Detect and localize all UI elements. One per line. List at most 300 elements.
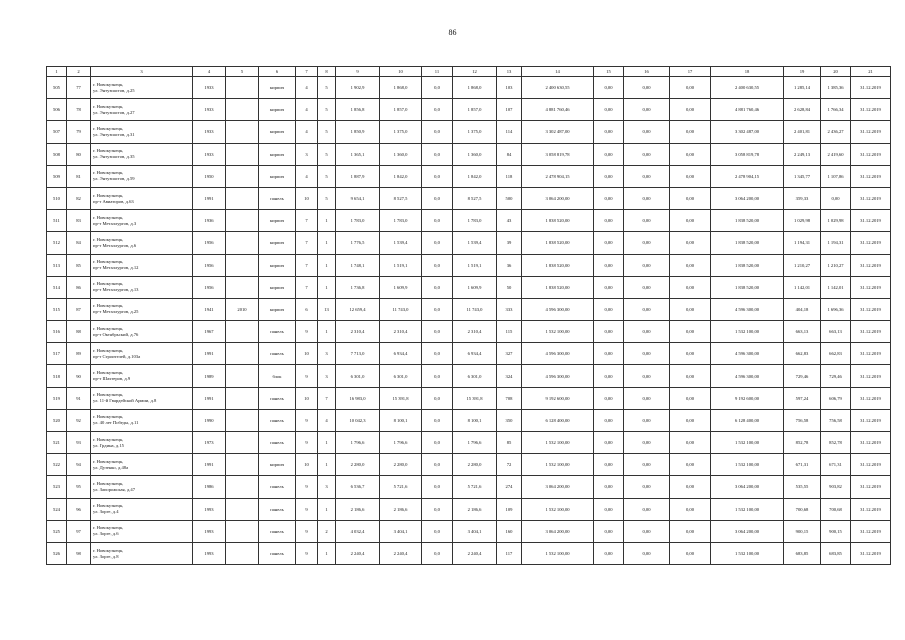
cell-col-16: 0,00	[624, 542, 670, 564]
cell-col-6: кирпич	[259, 77, 296, 99]
cell-col-1: 515	[47, 298, 67, 320]
column-header-6: 6	[259, 67, 296, 77]
cell-col-6: кирпич	[259, 210, 296, 232]
column-header-16: 16	[624, 67, 670, 77]
cell-col-7: 3	[296, 143, 318, 165]
cell-col-14: 3 302 487,00	[522, 121, 594, 143]
cell-col-1: 513	[47, 254, 67, 276]
address-city: г. Новокузнецк,	[93, 547, 124, 553]
address-cell	[91, 321, 193, 343]
cell-col-15: 0,00	[594, 232, 624, 254]
cell-col-14: 1 838 520,00	[522, 232, 594, 254]
cell-col-14: 1 838 520,00	[522, 254, 594, 276]
column-header-17: 17	[670, 67, 711, 77]
cell-col-11: 0,0	[422, 143, 453, 165]
address-city: г. Новокузнецк,	[93, 103, 124, 109]
housing-table	[46, 66, 891, 565]
column-header-8: 8	[318, 67, 336, 77]
cell-col-21: 31.12.2019	[851, 365, 891, 387]
cell-col-4: 1933	[193, 77, 226, 99]
address-street: ул. Энтузиастов, д.31	[93, 131, 135, 137]
address-city: г. Новокузнецк,	[93, 81, 124, 87]
cell-col-17: 0,00	[670, 365, 711, 387]
cell-col-10: 5 721,6	[380, 476, 422, 498]
column-header-4: 4	[193, 67, 226, 77]
address-street: ул. Энтузиастов, д.59	[93, 176, 135, 182]
cell-col-7: 7	[296, 254, 318, 276]
cell-col-18: 4 596 300,00	[711, 365, 784, 387]
cell-col-4: 1956	[193, 276, 226, 298]
cell-col-14: 1 532 100,00	[522, 498, 594, 520]
address-city: г. Новокузнецк,	[93, 259, 124, 265]
cell-col-8: 1	[318, 210, 336, 232]
cell-col-9: 1 856,8	[336, 99, 380, 121]
cell-col-10: 11 743,0	[380, 298, 422, 320]
cell-col-10: 1 783,0	[380, 210, 422, 232]
cell-col-6: кирпич	[259, 232, 296, 254]
cell-col-2: 86	[67, 276, 91, 298]
cell-col-7: 4	[296, 77, 318, 99]
address-street: ул. Энтузиастов, д.27	[93, 109, 135, 115]
address-cell	[91, 143, 193, 165]
table-row	[47, 254, 891, 276]
cell-col-2: 97	[67, 520, 91, 542]
cell-col-1: 521	[47, 432, 67, 454]
address-cell	[91, 99, 193, 121]
cell-col-2: 77	[67, 77, 91, 99]
cell-col-5	[226, 254, 259, 276]
cell-col-10: 15 391,8	[380, 387, 422, 409]
column-header-11: 11	[422, 67, 453, 77]
cell-col-4: 1933	[193, 99, 226, 121]
cell-col-9: 1 365,1	[336, 143, 380, 165]
cell-col-8: 3	[318, 365, 336, 387]
cell-col-21: 31.12.2019	[851, 210, 891, 232]
cell-col-17: 0,00	[670, 454, 711, 476]
cell-col-15: 0,00	[594, 77, 624, 99]
cell-col-7: 9	[296, 321, 318, 343]
column-header-10: 10	[380, 67, 422, 77]
cell-col-20: 903,82	[821, 476, 851, 498]
cell-col-5	[226, 520, 259, 542]
cell-col-10: 1 360,0	[380, 143, 422, 165]
cell-col-12: 1 796,6	[453, 432, 497, 454]
cell-col-21: 31.12.2019	[851, 476, 891, 498]
cell-col-10: 1 868,0	[380, 77, 422, 99]
column-header-2: 2	[67, 67, 91, 77]
cell-col-9: 6 301,0	[336, 365, 380, 387]
cell-col-11: 0,0	[422, 298, 453, 320]
cell-col-21: 31.12.2019	[851, 232, 891, 254]
cell-col-19: 2 401,81	[784, 121, 821, 143]
cell-col-10: 1 609,9	[380, 276, 422, 298]
cell-col-1: 506	[47, 99, 67, 121]
address-street: пр-т Металлургов, д.13	[93, 287, 139, 293]
cell-col-15: 0,00	[594, 542, 624, 564]
cell-col-12: 1 868,0	[453, 77, 497, 99]
cell-col-17: 0,00	[670, 254, 711, 276]
table-row	[47, 276, 891, 298]
cell-col-17: 0,00	[670, 476, 711, 498]
cell-col-18: 1 532 100,00	[711, 498, 784, 520]
cell-col-5	[226, 321, 259, 343]
cell-col-9: 2 186,6	[336, 498, 380, 520]
address-cell	[91, 165, 193, 187]
cell-col-1: 512	[47, 232, 67, 254]
cell-col-15: 0,00	[594, 321, 624, 343]
address-cell	[91, 77, 193, 99]
cell-col-21: 31.12.2019	[851, 432, 891, 454]
cell-col-13: 160	[497, 520, 522, 542]
address-cell	[91, 365, 193, 387]
cell-col-7: 9	[296, 476, 318, 498]
cell-col-4: 1993	[193, 498, 226, 520]
cell-col-14: 3 064 200,00	[522, 520, 594, 542]
cell-col-10: 1 842,0	[380, 165, 422, 187]
cell-col-16: 0,00	[624, 210, 670, 232]
cell-col-20: 671,31	[821, 454, 851, 476]
cell-col-14: 1 838 520,00	[522, 276, 594, 298]
cell-col-4: 1993	[193, 542, 226, 564]
page-number: 86	[448, 28, 457, 37]
cell-col-15: 0,00	[594, 298, 624, 320]
address-cell	[91, 232, 193, 254]
cell-col-11: 0,0	[422, 99, 453, 121]
cell-col-9: 2 280,0	[336, 454, 380, 476]
cell-col-11: 0,0	[422, 254, 453, 276]
cell-col-18: 1 838 520,00	[711, 210, 784, 232]
cell-col-1: 516	[47, 321, 67, 343]
cell-col-16: 0,00	[624, 232, 670, 254]
address-street: ул. 11-й Гвардейской Армии, д.8	[93, 398, 157, 404]
address-cell	[91, 387, 193, 409]
cell-col-20: 700,68	[821, 498, 851, 520]
column-header-20: 20	[821, 67, 851, 77]
address-cell	[91, 476, 193, 498]
cell-col-2: 80	[67, 143, 91, 165]
column-header-1: 1	[47, 67, 67, 77]
cell-col-8: 3	[318, 343, 336, 365]
address-street: пр-т Металлургов, д.12	[93, 265, 139, 271]
cell-col-12: 2 280,0	[453, 454, 497, 476]
cell-col-8: 3	[318, 476, 336, 498]
cell-col-16: 0,00	[624, 99, 670, 121]
cell-col-19: 535,55	[784, 476, 821, 498]
cell-col-14: 3 064 200,00	[522, 187, 594, 209]
cell-col-9: 1 887,9	[336, 165, 380, 187]
cell-col-5	[226, 77, 259, 99]
address-cell	[91, 409, 193, 431]
cell-col-10: 1 375,0	[380, 121, 422, 143]
address-street: ул. 40 лет Победы, д.11	[93, 420, 139, 426]
cell-col-4: 1933	[193, 143, 226, 165]
cell-col-20: 0,00	[821, 187, 851, 209]
cell-col-10: 1 796,6	[380, 432, 422, 454]
table-row	[47, 99, 891, 121]
cell-col-6: кирпич	[259, 276, 296, 298]
cell-col-14: 6 128 400,00	[522, 409, 594, 431]
cell-col-18: 1 838 520,00	[711, 276, 784, 298]
address-street: пр-т Металлургов, д.6	[93, 242, 137, 248]
cell-col-15: 0,00	[594, 165, 624, 187]
cell-col-14: 1 532 100,00	[522, 321, 594, 343]
cell-col-20: 756,58	[821, 409, 851, 431]
address-city: г. Новокузнецк,	[93, 214, 124, 220]
cell-col-5	[226, 232, 259, 254]
address-street: пр-т Металлургов, д.25	[93, 309, 139, 315]
cell-col-20: 1 766,34	[821, 99, 851, 121]
cell-col-13: 107	[497, 99, 522, 121]
cell-col-4: 1991	[193, 187, 226, 209]
cell-col-16: 0,00	[624, 121, 670, 143]
cell-col-1: 526	[47, 542, 67, 564]
cell-col-11: 0,0	[422, 498, 453, 520]
cell-col-2: 93	[67, 432, 91, 454]
cell-col-6: кирпич	[259, 99, 296, 121]
cell-col-21: 31.12.2019	[851, 387, 891, 409]
cell-col-18: 3 064 200,00	[711, 187, 784, 209]
cell-col-1: 519	[47, 387, 67, 409]
cell-col-20: 683,85	[821, 542, 851, 564]
address-cell	[91, 254, 193, 276]
cell-col-20: 2 436,27	[821, 121, 851, 143]
cell-col-12: 8 100,1	[453, 409, 497, 431]
cell-col-6: кирпич	[259, 165, 296, 187]
cell-col-11: 0,0	[422, 121, 453, 143]
cell-col-18: 4 881 760,46	[711, 99, 784, 121]
cell-col-18: 3 058 819,78	[711, 143, 784, 165]
cell-col-16: 0,00	[624, 409, 670, 431]
cell-col-10: 6 934,4	[380, 343, 422, 365]
cell-col-20: 662,83	[821, 343, 851, 365]
cell-col-18: 1 532 100,00	[711, 454, 784, 476]
cell-col-8: 2	[318, 520, 336, 542]
cell-col-21: 31.12.2019	[851, 343, 891, 365]
cell-col-20: 663,13	[821, 321, 851, 343]
cell-col-6: блок	[259, 365, 296, 387]
cell-col-12: 1 609,9	[453, 276, 497, 298]
header-row	[47, 67, 891, 77]
cell-col-8: 1	[318, 432, 336, 454]
cell-col-17: 0,00	[670, 498, 711, 520]
cell-col-8: 1	[318, 321, 336, 343]
cell-col-13: 333	[497, 298, 522, 320]
cell-col-6: кирпич	[259, 254, 296, 276]
cell-col-11: 0,0	[422, 187, 453, 209]
cell-col-8: 1	[318, 232, 336, 254]
cell-col-11: 0,0	[422, 542, 453, 564]
cell-col-15: 0,00	[594, 476, 624, 498]
address-city: г. Новокузнецк,	[93, 236, 124, 242]
table-row	[47, 454, 891, 476]
cell-col-9: 7 713,0	[336, 343, 380, 365]
address-cell	[91, 276, 193, 298]
cell-col-10: 2 310,4	[380, 321, 422, 343]
cell-col-14: 4 596 300,00	[522, 343, 594, 365]
cell-col-2: 88	[67, 321, 91, 343]
cell-col-8: 5	[318, 121, 336, 143]
cell-col-12: 5 721,6	[453, 476, 497, 498]
cell-col-16: 0,00	[624, 143, 670, 165]
cell-col-15: 0,00	[594, 187, 624, 209]
cell-col-13: 274	[497, 476, 522, 498]
address-street: пр-т Шахтеров, д.9	[93, 376, 131, 382]
cell-col-7: 7	[296, 210, 318, 232]
cell-col-19: 404,18	[784, 298, 821, 320]
cell-col-15: 0,00	[594, 365, 624, 387]
cell-col-14: 4 881 760,46	[522, 99, 594, 121]
cell-col-7: 9	[296, 520, 318, 542]
cell-col-21: 31.12.2019	[851, 498, 891, 520]
cell-col-8: 5	[318, 77, 336, 99]
cell-col-11: 0,0	[422, 276, 453, 298]
cell-col-12: 11 743,0	[453, 298, 497, 320]
cell-col-20: 2 419,60	[821, 143, 851, 165]
address-city: г. Новокузнецк,	[93, 414, 124, 420]
address-city: г. Новокузнецк,	[93, 170, 124, 176]
cell-col-16: 0,00	[624, 187, 670, 209]
cell-col-8: 1	[318, 276, 336, 298]
cell-col-14: 1 532 100,00	[522, 454, 594, 476]
cell-col-7: 9	[296, 409, 318, 431]
column-header-21: 21	[851, 67, 891, 77]
cell-col-13: 36	[497, 254, 522, 276]
cell-col-17: 0,00	[670, 343, 711, 365]
cell-col-18: 1 838 520,00	[711, 232, 784, 254]
cell-col-2: 83	[67, 210, 91, 232]
cell-col-20: 1 696,36	[821, 298, 851, 320]
address-street: ул. Дузенко, д.48а	[93, 464, 129, 470]
address-city: г. Новокузнецк,	[93, 303, 124, 309]
cell-col-7: 10	[296, 343, 318, 365]
address-street: ул. Запорожская, д.47	[93, 486, 136, 492]
cell-col-17: 0,00	[670, 143, 711, 165]
cell-col-18: 1 532 100,00	[711, 432, 784, 454]
cell-col-20: 1 029,98	[821, 210, 851, 232]
cell-col-15: 0,00	[594, 432, 624, 454]
column-header-12: 12	[453, 67, 497, 77]
cell-col-20: 1 194,31	[821, 232, 851, 254]
cell-col-17: 0,00	[670, 321, 711, 343]
cell-col-1: 508	[47, 143, 67, 165]
cell-col-7: 7	[296, 232, 318, 254]
cell-col-19: 359,33	[784, 187, 821, 209]
cell-col-19: 671,31	[784, 454, 821, 476]
cell-col-18: 4 596 300,00	[711, 343, 784, 365]
cell-col-13: 50	[497, 276, 522, 298]
cell-col-4: 1950	[193, 165, 226, 187]
cell-col-5	[226, 498, 259, 520]
cell-col-13: 350	[497, 409, 522, 431]
address-city: г. Новокузнецк,	[93, 125, 124, 131]
cell-col-11: 0,0	[422, 476, 453, 498]
cell-col-1: 510	[47, 187, 67, 209]
cell-col-11: 0,0	[422, 387, 453, 409]
cell-col-9: 10 042,3	[336, 409, 380, 431]
cell-col-11: 0,0	[422, 77, 453, 99]
cell-col-21: 31.12.2019	[851, 321, 891, 343]
cell-col-6: панель	[259, 476, 296, 498]
cell-col-5: 2010	[226, 298, 259, 320]
cell-col-16: 0,00	[624, 476, 670, 498]
cell-col-10: 1 539,4	[380, 232, 422, 254]
cell-col-9: 1 796,6	[336, 432, 380, 454]
cell-col-11: 0,0	[422, 343, 453, 365]
cell-col-6: панель	[259, 409, 296, 431]
cell-col-6: панель	[259, 432, 296, 454]
address-cell	[91, 343, 193, 365]
cell-col-15: 0,00	[594, 409, 624, 431]
cell-col-14: 3 058 819,78	[522, 143, 594, 165]
address-street: ул. Энтузиастов, д.25	[93, 87, 135, 93]
cell-col-21: 31.12.2019	[851, 121, 891, 143]
cell-col-6: панель	[259, 321, 296, 343]
cell-col-15: 0,00	[594, 454, 624, 476]
cell-col-1: 520	[47, 409, 67, 431]
table-row	[47, 187, 891, 209]
cell-col-16: 0,00	[624, 454, 670, 476]
table-row	[47, 343, 891, 365]
cell-col-18: 3 302 487,00	[711, 121, 784, 143]
address-city: г. Новокузнецк,	[93, 392, 124, 398]
cell-col-5	[226, 143, 259, 165]
cell-col-4: 1990	[193, 409, 226, 431]
cell-col-21: 31.12.2019	[851, 298, 891, 320]
cell-col-9: 1 776,5	[336, 232, 380, 254]
cell-col-17: 0,00	[670, 387, 711, 409]
cell-col-10: 8 527,5	[380, 187, 422, 209]
address-city: г. Новокузнецк,	[93, 370, 124, 376]
cell-col-10: 1 519,1	[380, 254, 422, 276]
cell-col-6: кирпич	[259, 121, 296, 143]
cell-col-15: 0,00	[594, 387, 624, 409]
cell-col-11: 0,0	[422, 165, 453, 187]
cell-col-20: 729,46	[821, 365, 851, 387]
cell-col-18: 4 596 300,00	[711, 298, 784, 320]
cell-col-5	[226, 276, 259, 298]
cell-col-9: 9 654,1	[336, 187, 380, 209]
table-row	[47, 210, 891, 232]
address-city: г. Новокузнецк,	[93, 281, 124, 287]
cell-col-14: 4 596 300,00	[522, 365, 594, 387]
cell-col-12: 1 360,0	[453, 143, 497, 165]
address-cell	[91, 498, 193, 520]
cell-col-13: 708	[497, 387, 522, 409]
cell-col-13: 324	[497, 365, 522, 387]
cell-col-2: 96	[67, 498, 91, 520]
cell-col-12: 8 527,5	[453, 187, 497, 209]
table-row	[47, 542, 891, 564]
cell-col-19: 1 210,27	[784, 254, 821, 276]
cell-col-2: 81	[67, 165, 91, 187]
cell-col-14: 3 064 200,00	[522, 476, 594, 498]
cell-col-6: панель	[259, 520, 296, 542]
cell-col-9: 2 310,4	[336, 321, 380, 343]
address-street: ул. Зорге, д.4	[93, 509, 119, 515]
cell-col-17: 0,00	[670, 276, 711, 298]
cell-col-13: 103	[497, 77, 522, 99]
cell-col-17: 0,00	[670, 542, 711, 564]
table-row	[47, 365, 891, 387]
address-city: г. Новокузнецк,	[93, 458, 124, 464]
cell-col-5	[226, 454, 259, 476]
cell-col-7: 4	[296, 121, 318, 143]
table-row	[47, 232, 891, 254]
address-city: г. Новокузнецк,	[93, 525, 124, 531]
cell-col-5	[226, 432, 259, 454]
cell-col-18: 2 400 630,55	[711, 77, 784, 99]
cell-col-2: 92	[67, 409, 91, 431]
